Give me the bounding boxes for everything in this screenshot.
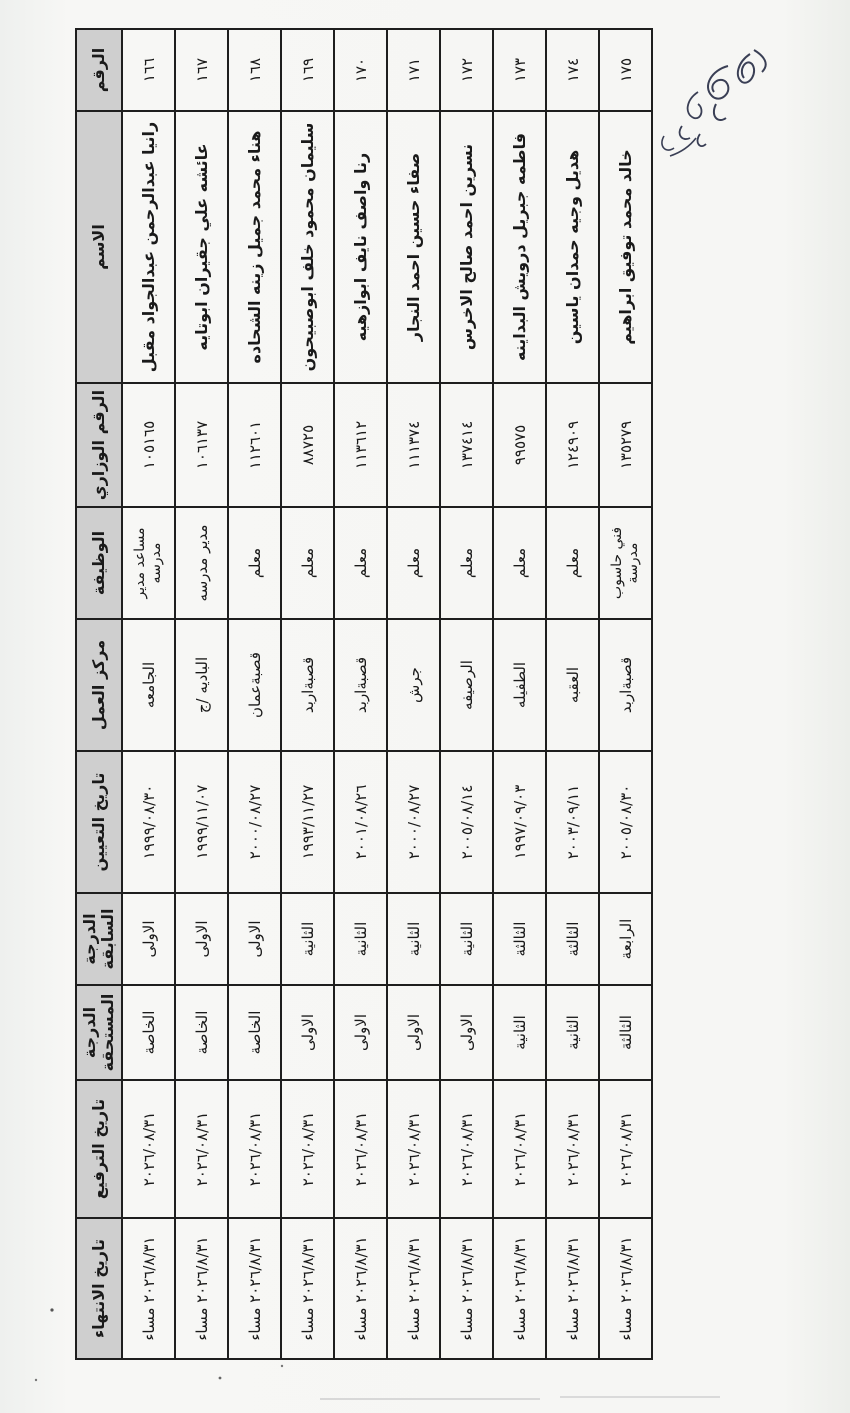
cell-workplace: الطفيله xyxy=(493,619,546,751)
header-due-grade: الدرجة المستحقة xyxy=(76,985,122,1080)
cell-promotion-date: ٢٠٢٦/٠٨/٣١ xyxy=(546,1080,599,1218)
header-ministry-number: الرقم الوزاري xyxy=(76,383,122,507)
cell-workplace: الباديه /ج xyxy=(175,619,228,751)
cell-previous-grade: الرابعة xyxy=(599,893,652,985)
cell-ministry-number: ١١٣٦١٢ xyxy=(334,383,387,507)
cell-due-grade: الاولى xyxy=(440,985,493,1080)
header-end-date: تاريخ الانتهاء xyxy=(76,1218,122,1359)
cell-previous-grade: الثانية xyxy=(440,893,493,985)
cell-due-grade: الخاصة xyxy=(122,985,175,1080)
cell-previous-grade: الثالثة xyxy=(546,893,599,985)
cell-promotion-date: ٢٠٢٦/٠٨/٣١ xyxy=(175,1080,228,1218)
cell-job: معلم xyxy=(440,507,493,619)
cell-workplace: قصبةعمان xyxy=(228,619,281,751)
cell-ministry-number: ٩٩٥٧٥ xyxy=(493,383,546,507)
cell-hire-date: ٢٠٠٣/٠٩/١١ xyxy=(546,751,599,893)
cell-job: مساعد مدير مدرسه xyxy=(122,507,175,619)
cell-ministry-number: ١١١٣٧٤ xyxy=(387,383,440,507)
cell-end-date: ٢٠٢٦/٨/٣١ مساء xyxy=(281,1218,334,1359)
cell-end-date: ٢٠٢٦/٨/٣١ مساء xyxy=(122,1218,175,1359)
header-promotion-date: تاريخ الترفيع xyxy=(76,1080,122,1218)
table-row xyxy=(546,29,599,1359)
cell-end-date: ٢٠٢٦/٨/٣١ مساء xyxy=(175,1218,228,1359)
cell-number: ١٧٤ xyxy=(546,29,599,111)
cell-number: ١٦٨ xyxy=(228,29,281,111)
rotated-table-container xyxy=(75,30,641,1360)
cell-job: معلم xyxy=(387,507,440,619)
table-row xyxy=(440,29,493,1359)
cell-number: ١٦٦ xyxy=(122,29,175,111)
cell-hire-date: ٢٠٠١/٠٨/٢٦ xyxy=(334,751,387,893)
cell-hire-date: ١٩٩٧/٠٩/٠٣ xyxy=(493,751,546,893)
cell-workplace: الرصيفه xyxy=(440,619,493,751)
cell-job: معلم xyxy=(493,507,546,619)
cell-ministry-number: ١٣٥٢٧٩ xyxy=(599,383,652,507)
cell-number: ١٦٩ xyxy=(281,29,334,111)
cell-number: ١٧٣ xyxy=(493,29,546,111)
cell-promotion-date: ٢٠٢٦/٠٨/٣١ xyxy=(440,1080,493,1218)
cell-ministry-number: ١١٢٦٠١ xyxy=(228,383,281,507)
cell-end-date: ٢٠٢٦/٨/٣١ مساء xyxy=(228,1218,281,1359)
table-row xyxy=(387,29,440,1359)
cell-job: مدير مدرسه xyxy=(175,507,228,619)
cell-workplace: الجامعه xyxy=(122,619,175,751)
cell-promotion-date: ٢٠٢٦/٠٨/٣١ xyxy=(334,1080,387,1218)
cell-number: ١٦٧ xyxy=(175,29,228,111)
cell-number: ١٧٥ xyxy=(599,29,652,111)
cell-promotion-date: ٢٠٢٦/٠٨/٣١ xyxy=(122,1080,175,1218)
cell-promotion-date: ٢٠٢٦/٠٨/٣١ xyxy=(387,1080,440,1218)
cell-due-grade: الثالثة xyxy=(599,985,652,1080)
cell-number: ١٧٢ xyxy=(440,29,493,111)
cell-name: خالد محمد توفيق ابراهيم xyxy=(599,111,652,383)
table-row xyxy=(175,29,228,1359)
cell-previous-grade: الاولى xyxy=(175,893,228,985)
cell-hire-date: ٢٠٠٥/٠٨/٣٠ xyxy=(599,751,652,893)
cell-job: معلم xyxy=(334,507,387,619)
cell-hire-date: ٢٠٠٠/٠٨/٢٧ xyxy=(387,751,440,893)
cell-end-date: ٢٠٢٦/٨/٣١ مساء xyxy=(599,1218,652,1359)
cell-previous-grade: الاولى xyxy=(228,893,281,985)
cell-ministry-number: ١٣٧٤١٤ xyxy=(440,383,493,507)
cell-hire-date: ١٩٩٩/١١/٠٧ xyxy=(175,751,228,893)
cell-promotion-date: ٢٠٢٦/٠٨/٣١ xyxy=(281,1080,334,1218)
cell-ministry-number: ٨٨٧٢٥ xyxy=(281,383,334,507)
handwritten-signature xyxy=(642,42,782,162)
cell-promotion-date: ٢٠٢٦/٠٨/٣١ xyxy=(493,1080,546,1218)
cell-due-grade: الثانية xyxy=(546,985,599,1080)
header-row xyxy=(76,29,122,1359)
header-previous-grade: الدرجة السابقة xyxy=(76,893,122,985)
cell-hire-date: ٢٠٠٥/٠٨/١٤ xyxy=(440,751,493,893)
cell-end-date: ٢٠٢٦/٨/٣١ مساء xyxy=(387,1218,440,1359)
cell-workplace: قصبةاربد xyxy=(599,619,652,751)
cell-due-grade: الاولى xyxy=(281,985,334,1080)
cell-end-date: ٢٠٢٦/٨/٣١ مساء xyxy=(546,1218,599,1359)
table-row xyxy=(493,29,546,1359)
cell-hire-date: ١٩٩٣/١١/٢٧ xyxy=(281,751,334,893)
cell-due-grade: الخاصة xyxy=(175,985,228,1080)
cell-workplace: قصبةاربد xyxy=(334,619,387,751)
header-hire-date: تاريخ التعيين xyxy=(76,751,122,893)
table-row xyxy=(228,29,281,1359)
table-row xyxy=(281,29,334,1359)
cell-previous-grade: الثالثة xyxy=(493,893,546,985)
cell-due-grade: الخاصة xyxy=(228,985,281,1080)
cell-hire-date: ٢٠٠٠/٠٨/٢٧ xyxy=(228,751,281,893)
cell-job: معلم xyxy=(281,507,334,619)
cell-previous-grade: الثانية xyxy=(334,893,387,985)
cell-ministry-number: ١٠٥١٦٥ xyxy=(122,383,175,507)
table-row xyxy=(122,29,175,1359)
cell-previous-grade: الثانية xyxy=(387,893,440,985)
cell-name: صفاء حسين احمد النجار xyxy=(387,111,440,383)
cell-name: رنا واصف نايف ابوازهيه xyxy=(334,111,387,383)
cell-job: معلم xyxy=(228,507,281,619)
cell-workplace: قصبةاربد xyxy=(281,619,334,751)
cell-end-date: ٢٠٢٦/٨/٣١ مساء xyxy=(493,1218,546,1359)
cell-number: ١٧٠ xyxy=(334,29,387,111)
table-row xyxy=(599,29,652,1359)
cell-previous-grade: الاولى xyxy=(122,893,175,985)
cell-job: معلم xyxy=(546,507,599,619)
table-row xyxy=(334,29,387,1359)
cell-ministry-number: ١٢٤٩٠٩ xyxy=(546,383,599,507)
cell-number: ١٧١ xyxy=(387,29,440,111)
cell-due-grade: الاولى xyxy=(387,985,440,1080)
cell-due-grade: الثانية xyxy=(493,985,546,1080)
cell-name: نسرين احمد صالح الاخرس xyxy=(440,111,493,383)
promotion-table xyxy=(75,28,653,1360)
cell-name: سليمان محمود خلف ابوصبيحون xyxy=(281,111,334,383)
cell-previous-grade: الثانية xyxy=(281,893,334,985)
cell-name: عائشه علي جقيران ابوتايه xyxy=(175,111,228,383)
header-workplace: مركز العمل xyxy=(76,619,122,751)
header-number: الرقم xyxy=(76,29,122,111)
cell-promotion-date: ٢٠٢٦/٠٨/٣١ xyxy=(228,1080,281,1218)
cell-end-date: ٢٠٢٦/٨/٣١ مساء xyxy=(334,1218,387,1359)
header-job: الوظيفة xyxy=(76,507,122,619)
cell-ministry-number: ١٠٦١٣٧ xyxy=(175,383,228,507)
cell-hire-date: ١٩٩٩/٠٨/٣٠ xyxy=(122,751,175,893)
cell-name: رانيا عبدالرحمن عبدالجواد مقبل xyxy=(122,111,175,383)
cell-promotion-date: ٢٠٢٦/٠٨/٣١ xyxy=(599,1080,652,1218)
cell-name: فاطمه جبريل درويش البداينه xyxy=(493,111,546,383)
cell-due-grade: الاولى xyxy=(334,985,387,1080)
cell-end-date: ٢٠٢٦/٨/٣١ مساء xyxy=(440,1218,493,1359)
cell-workplace: جرش xyxy=(387,619,440,751)
cell-name: هناء محمد جميل زينه الشحاده xyxy=(228,111,281,383)
cell-name: هديل وجيه حمدان ياسين xyxy=(546,111,599,383)
header-name: الاسم xyxy=(76,111,122,383)
cell-job: فني حاسوب مدرسة xyxy=(599,507,652,619)
cell-workplace: العقبه xyxy=(546,619,599,751)
